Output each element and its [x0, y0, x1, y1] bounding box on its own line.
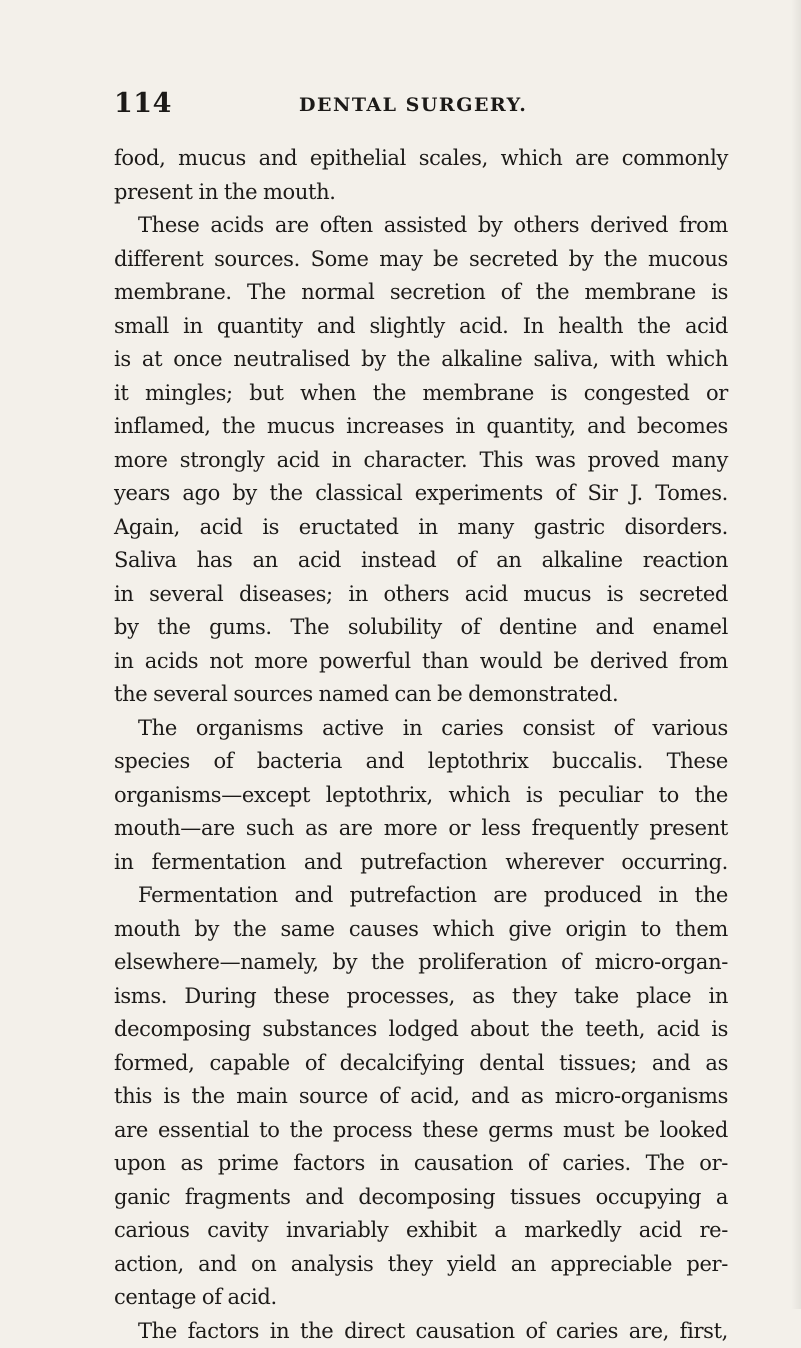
- text-line: more strongly acid in character. This was proved many: [114, 444, 728, 478]
- text-line: the several sources named can be demonstrated.: [114, 678, 728, 712]
- text-line: carious cavity invariably exhibit a markedly acid re-: [114, 1214, 728, 1248]
- text-line: small in quantity and slightly acid. In health the acid: [114, 310, 728, 344]
- body-text: [114, 142, 728, 1348]
- text-line: inflamed, the mucus increases in quantity, and becomes: [114, 410, 728, 444]
- text-line: isms. During these processes, as they take place in: [114, 980, 728, 1014]
- running-head: DENTAL SURGERY.: [299, 94, 527, 116]
- text-line: formed, capable of decalcifying dental tissues; and as: [114, 1047, 728, 1081]
- text-line: it mingles; but when the membrane is congested or: [114, 377, 728, 411]
- page-edge-shadow: [791, 0, 801, 1309]
- text-line: centage of acid.: [114, 1281, 728, 1315]
- text-line: is at once neutralised by the alkaline saliva, with which: [114, 343, 728, 377]
- text-line: mouth—are such as are more or less frequently present: [114, 812, 728, 846]
- text-line: species of bacteria and leptothrix buccalis. These: [114, 745, 728, 779]
- text-line: in acids not more powerful than would be derived from: [114, 645, 728, 679]
- text-line: ganic fragments and decomposing tissues occupying a: [114, 1181, 728, 1215]
- text-line: this is the main source of acid, and as micro-organisms: [114, 1080, 728, 1114]
- page-number: 114: [114, 88, 172, 119]
- text-line: action, and on analysis they yield an appreciable per-: [114, 1248, 728, 1282]
- text-line: elsewhere—namely, by the proliferation of micro-organ-: [114, 946, 728, 980]
- text-line: Fermentation and putrefaction are produced in the: [114, 879, 728, 913]
- text-line: by the gums. The solubility of dentine and enamel: [114, 611, 728, 645]
- text-line: upon as prime factors in causation of caries. The or-: [114, 1147, 728, 1181]
- text-line: mouth by the same causes which give origin to them: [114, 913, 728, 947]
- text-line: The factors in the direct causation of caries are, first,: [114, 1315, 728, 1348]
- text-line: in fermentation and putrefaction wherever occurring.: [114, 846, 728, 880]
- text-line: organisms—except leptothrix, which is peculiar to the: [114, 779, 728, 813]
- text-line: decomposing substances lodged about the teeth, acid is: [114, 1013, 728, 1047]
- text-line: years ago by the classical experiments of Sir J. Tomes.: [114, 477, 728, 511]
- text-line: membrane. The normal secretion of the membrane is: [114, 276, 728, 310]
- text-line: are essential to the process these germs must be looked: [114, 1114, 728, 1148]
- text-line: different sources. Some may be secreted by the mucous: [114, 243, 728, 277]
- text-line: These acids are often assisted by others derived from: [114, 209, 728, 243]
- text-line: food, mucus and epithelial scales, which are commonly: [114, 142, 728, 176]
- text-line: Saliva has an acid instead of an alkaline reaction: [114, 544, 728, 578]
- page-header: [114, 88, 714, 128]
- text-line: Again, acid is eructated in many gastric disorders.: [114, 511, 728, 545]
- text-line: The organisms active in caries consist of various: [114, 712, 728, 746]
- text-line: in several diseases; in others acid mucus is secreted: [114, 578, 728, 612]
- text-line: present in the mouth.: [114, 176, 728, 210]
